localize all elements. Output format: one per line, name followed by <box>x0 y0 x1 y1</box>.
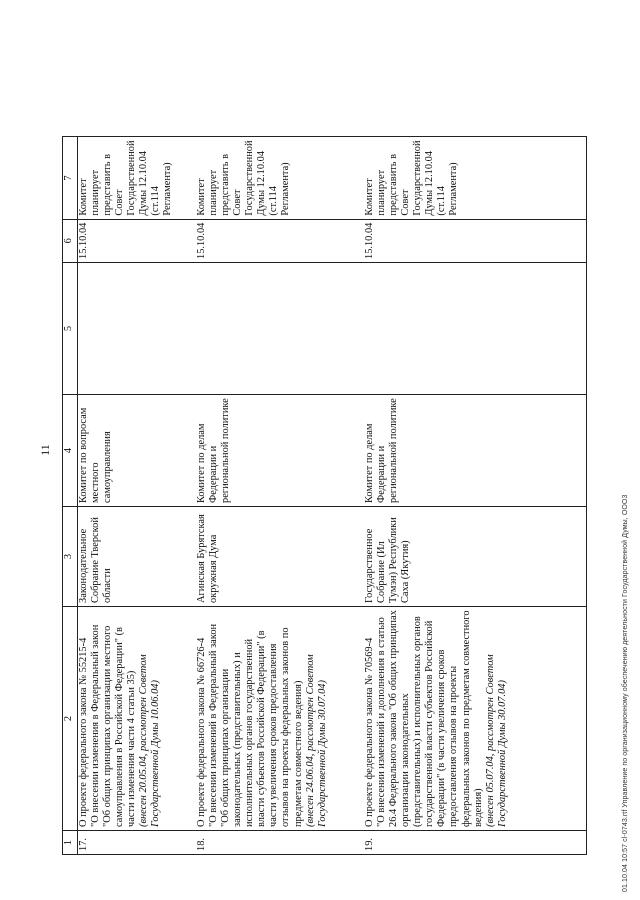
committee: Комитет по делам Федерации и региональной политике <box>196 395 364 507</box>
row-number: 19. <box>364 831 587 855</box>
page-number: 11 <box>38 444 52 456</box>
initiator: Законодательное Собрание Тверской области <box>78 507 197 607</box>
header-row <box>63 137 78 855</box>
bill-note: (внесен 20.05.04, рассмотрен Советом Государственной Думы 10.06.04) <box>138 654 162 827</box>
committee: Комитет по делам Федерации и региональной политике <box>364 395 587 507</box>
bill-description <box>78 607 197 831</box>
column-header-2: 2 <box>63 607 78 831</box>
bill-description <box>196 607 364 831</box>
row-number: 17. <box>78 831 197 855</box>
bill-text: "О внесении изменений в Федеральный закон "Об общих принципах организации законодательных (представительных) и исполнительных органов государственной власти субъектов Российской Федерации" (в части увеличения сроков предоставления отзывов на проекты федеральных законов по предметам совместного ведения) <box>208 623 304 827</box>
action-cell: Комитет планирует представить в Совет Государственной Думы 12.10.04 (ст.114 Регламента) <box>364 137 587 219</box>
date-cell: 15.10.04 <box>78 219 197 262</box>
row-number: 18. <box>196 831 364 855</box>
column-header-6: 6 <box>63 219 78 262</box>
bill-text: "О внесении изменений и дополнения в статью 26.4 Федерального закона "Об общих принципах организации законодательных (представительных) и исполнительных органов государственной власти субъектов Российской Федерации" (в части увеличения сроков предоставления отзывов на проекты федеральных законов по предметам совместного ведения) <box>376 610 484 827</box>
bill-title: О проекте федерального закона № 70569-4 <box>364 637 375 827</box>
column-header-1: 1 <box>63 831 78 855</box>
table-row <box>196 137 364 855</box>
bill-note: (внесен 24.06.04, рассмотрен Советом Государственной Думы 30.07.04) <box>304 654 328 827</box>
column-5-cell <box>78 263 197 395</box>
column-header-7: 7 <box>63 137 78 219</box>
registry-table <box>62 136 587 855</box>
initiator: Агинская Бурятская окружная Дума <box>196 507 364 607</box>
column-5-cell <box>364 263 587 395</box>
page-footer: 01.10.04 10:57 сl-0743.rtf Управление по организационному обеспечению деятельности Государственной Думы, ООО3 <box>622 494 629 892</box>
column-header-3: 3 <box>63 507 78 607</box>
bill-text: "О внесении изменения в Федеральный закон "Об общих принципах организации местного самоуправления в Российской Федерации" (в части изменения части 4 статьи 35) <box>90 624 138 827</box>
table-row <box>364 137 587 855</box>
date-cell: 15.10.04 <box>364 219 587 262</box>
column-5-cell <box>196 263 364 395</box>
column-header-4: 4 <box>63 395 78 507</box>
bill-note: (внесен 05.07.04, рассмотрен Советом Государственной Думы 30.07.04) <box>484 654 508 827</box>
table-row <box>78 137 197 855</box>
bill-title: О проекте федерального закона № 66726-4 <box>196 637 207 827</box>
action-cell: Комитет планирует представить в Совет Государственной Думы 12.10.04 (ст.114 Регламента) <box>78 137 197 219</box>
bill-description <box>364 607 587 831</box>
action-cell: Комитет планирует представить в Совет Государственной Думы 12.10.04 (ст.114 Регламента) <box>196 137 364 219</box>
date-cell: 15.10.04 <box>196 219 364 262</box>
initiator: Государственное Собрание (Ил Тумэн) Республики Саха (Якутия) <box>364 507 587 607</box>
committee: Комитет по вопросам местного самоуправления <box>78 395 197 507</box>
column-header-5: 5 <box>63 263 78 395</box>
bill-title: О проекте федерального закона № 55215-4 <box>78 637 89 827</box>
